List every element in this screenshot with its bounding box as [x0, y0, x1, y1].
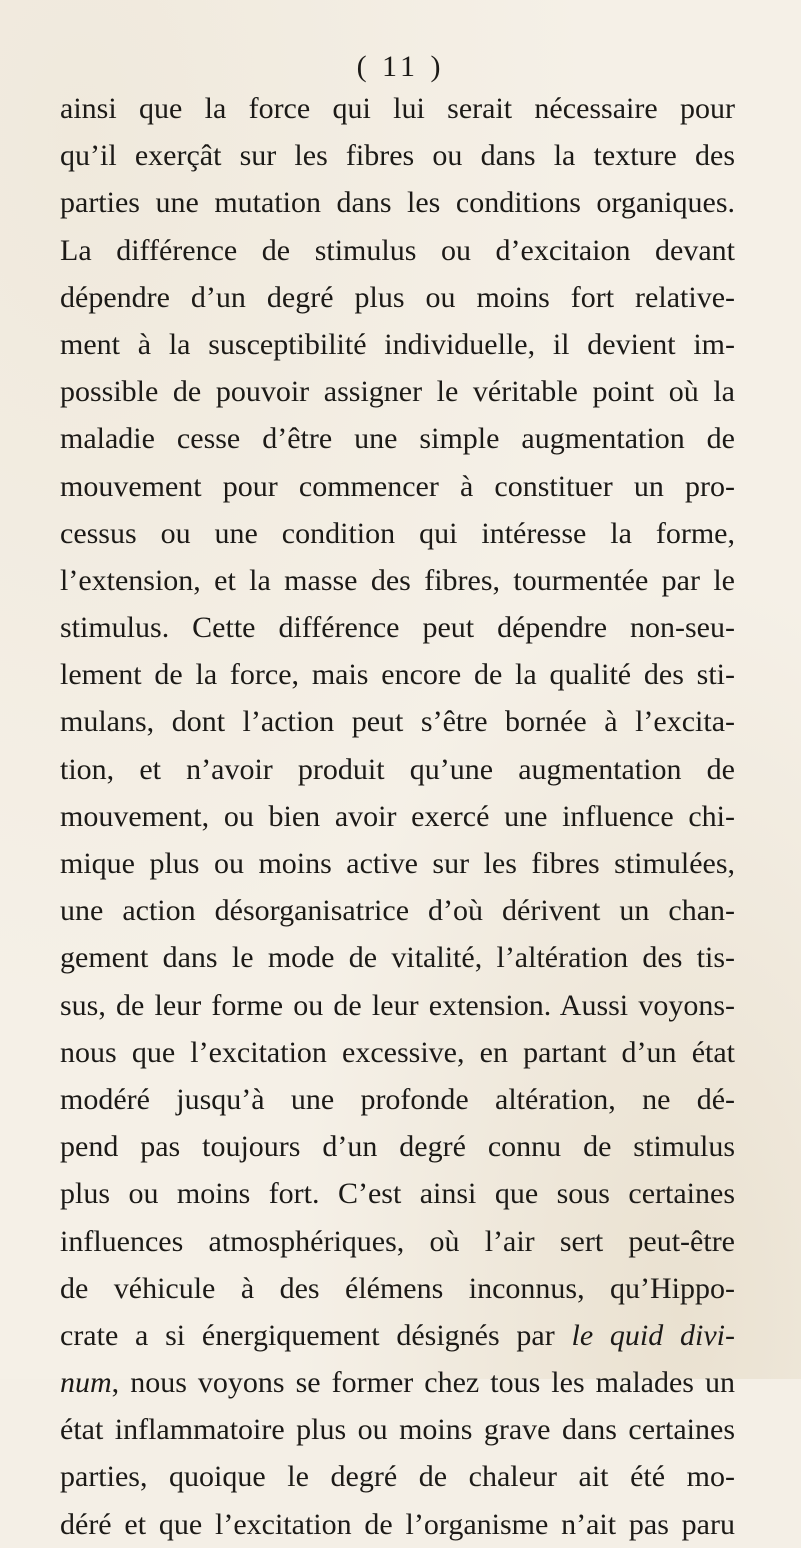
text-line: de véhicule à des élémens inconnus, qu’Hippo- [60, 1271, 735, 1305]
text-line: maladie cesse d’être une simple augmentation de [60, 422, 735, 456]
text-segment: , nous voyons se former chez tous les malades un [111, 1366, 735, 1400]
text-line: nous que l’excitation excessive, en partant d’un état [60, 1035, 735, 1069]
text-line: possible de pouvoir assigner le véritable point où la [60, 375, 735, 409]
text-line: lement de la force, mais encore de la qualité des sti- [60, 658, 735, 692]
italic-phrase: le quid divi- [571, 1318, 735, 1352]
text-line: état inflammatoire plus ou moins grave dans certaines [60, 1413, 735, 1447]
text-line: ment à la susceptibilité individuelle, il devient im- [60, 327, 735, 361]
text-line: déré et que l’excitation de l’organisme n’ait pas paru [60, 1507, 735, 1541]
text-line: mouvement pour commencer à constituer un pro- [60, 469, 735, 503]
text-line-with-italic [60, 1359, 735, 1406]
text-line: stimulus. Cette différence peut dépendre non-seu- [60, 611, 735, 645]
text-line: influences atmosphériques, où l’air sert peut-être [60, 1224, 735, 1258]
text-line: mique plus ou moins active sur les fibres stimulées, [60, 847, 735, 880]
page-number: ( 11 ) [356, 50, 445, 83]
text-line: La différence de stimulus ou d’excitaion devant [60, 233, 735, 267]
text-line: sus, de leur forme ou de leur extension. Aussi voyons- [60, 988, 735, 1022]
text-line: cessus ou une condition qui intéresse la forme, [60, 516, 735, 550]
italic-phrase: num [60, 1366, 112, 1400]
text-line: ainsi que la force qui lui serait nécessaire pour [60, 92, 735, 125]
text-line: mouvement, ou bien avoir exercé une influence chi- [60, 799, 735, 833]
text-line: parties une mutation dans les conditions organiques. [60, 186, 735, 220]
text-line: gement dans le mode de vitalité, l’altération des tis- [60, 941, 735, 975]
text-line: modéré jusqu’à une profonde altération, ne dé- [60, 1082, 735, 1116]
text-line: mulans, dont l’action peut s’être bornée à l’excita- [60, 705, 735, 739]
text-line: qu’il exerçât sur les fibres ou dans la texture des [60, 139, 735, 173]
text-segment: crate a si énergiquement désignés par [60, 1318, 572, 1352]
text-line: parties, quoique le degré de chaleur ait été mo- [60, 1460, 735, 1494]
text-line: tion, et n’avoir produit qu’une augmentation de [60, 752, 735, 786]
text-line: dépendre d’un degré plus ou moins fort relative- [60, 280, 735, 314]
text-line: une action désorganisatrice d’où dérivent un chan- [60, 894, 735, 928]
text-line: plus ou moins fort. C’est ainsi que sous certaines [60, 1177, 735, 1211]
text-line: pend pas toujours d’un degré connu de stimulus [60, 1130, 735, 1164]
text-line-with-italic [60, 1312, 735, 1359]
text-line: l’extension, et la masse des fibres, tourmentée par le [60, 563, 735, 597]
body-text [60, 85, 735, 1548]
